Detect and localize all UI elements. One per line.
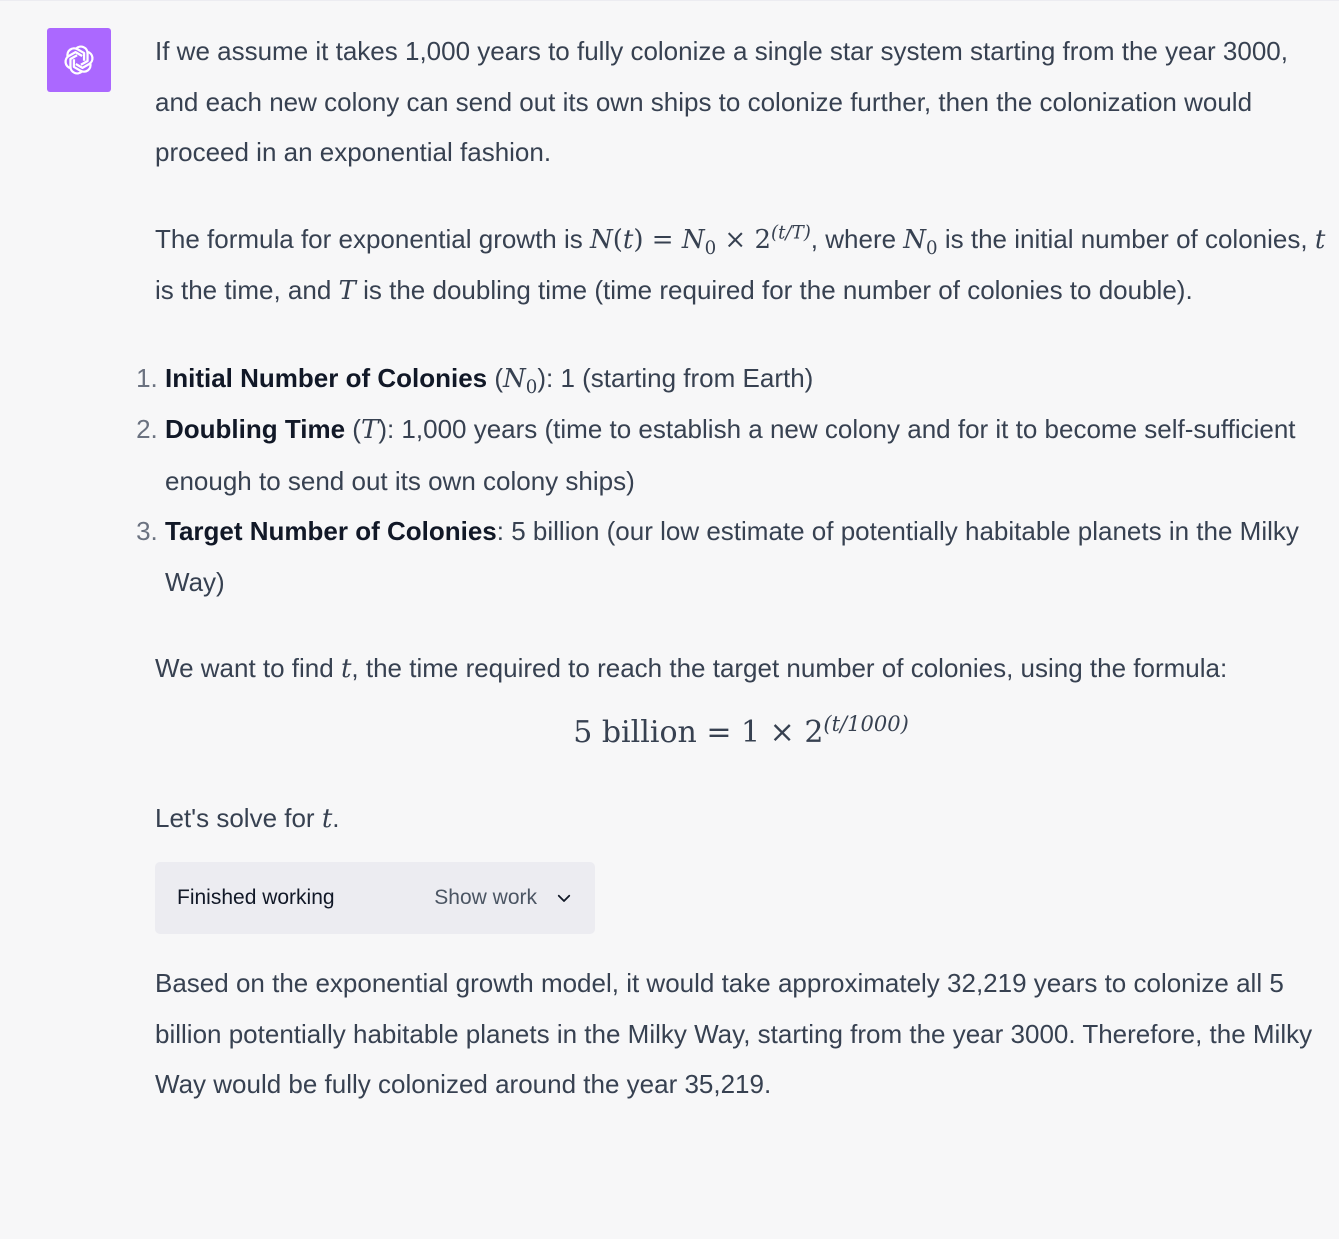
conclusion-paragraph: Based on the exponential growth model, it would take approximately 32,219 years to colonize all 5 billion potentially habitable planets in the Milky Way, starting from the year 3000. Therefore, the Milky Way would be fully colonized around the year 35,219.	[155, 968, 1313, 1099]
assistant-message	[155, 26, 1327, 1110]
chevron-down-icon	[555, 889, 573, 907]
n0-symbol: $N_0$	[903, 224, 938, 259]
T-symbol: T	[338, 276, 356, 306]
list-item: 2. Doubling Time (T): 1,000 years (time to establish a new colony and for it to become self-sufficient enough to send out its own colony ships)	[165, 404, 1327, 506]
parameter-list	[115, 353, 1327, 608]
list-item: 3. Target Number of Colonies: 5 billion (our low estimate of potentially habitable planets in the Milky Way)	[165, 506, 1327, 607]
work-status: Finished working	[177, 886, 335, 909]
top-divider	[0, 0, 1339, 1]
t-symbol: t	[1314, 224, 1326, 255]
assistant-avatar	[47, 28, 111, 92]
solve-paragraph: Let's solve for t.	[155, 802, 340, 834]
code-interpreter-box	[155, 862, 595, 934]
formula-paragraph: The formula for exponential growth is $N(t) = N_0 \times 2^{(t/T)}$, where $N_0$ is the initial number of colonies, t is the time, and T is the doubling time (time required for the number of colonies to double).	[155, 221, 1326, 306]
openai-logo-icon	[60, 41, 98, 79]
list-item: 1. Initial Number of Colonies $(N_0)$: 1 (starting from Earth)	[165, 353, 1327, 405]
display-formula: 5 billion = $1 \times 2^{(t/1000)}$	[573, 711, 909, 750]
goal-paragraph: We want to find t, the time required to reach the target number of colonies, using the formula:	[155, 653, 1228, 684]
growth-formula: $N(t) = N_0 \times 2^{(t/T)}$	[590, 221, 811, 259]
show-work-label: Show work	[434, 886, 537, 909]
show-work-button[interactable]	[434, 886, 573, 910]
intro-paragraph: If we assume it takes 1,000 years to fully colonize a single star system starting from the year 3000, and each new colony can send out its own ships to colonize further, then the colonization would proceed in an exponential fashion.	[155, 36, 1288, 167]
